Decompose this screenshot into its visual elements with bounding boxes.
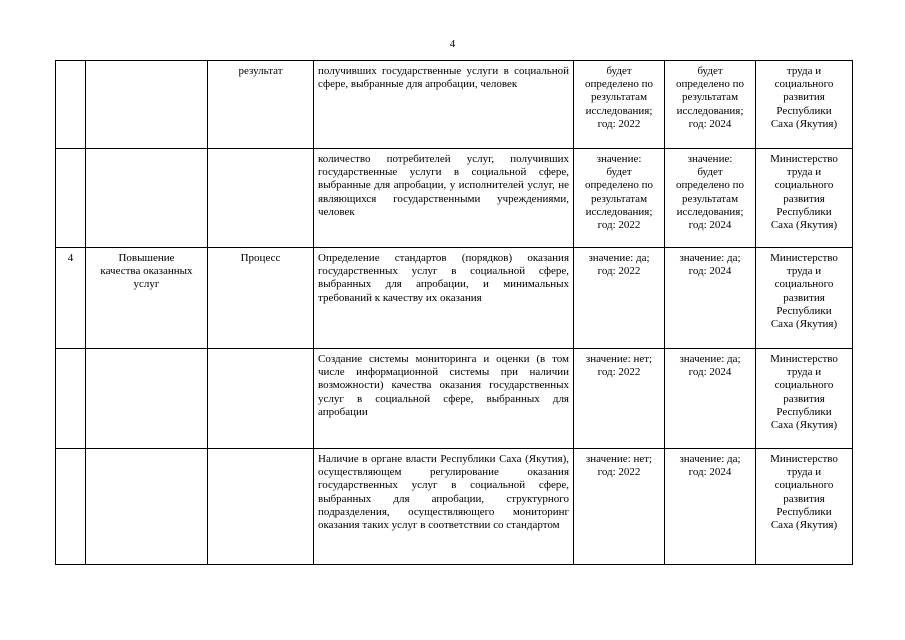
table-row	[56, 349, 853, 449]
cell-base-value: значение: нет; год: 2022	[574, 349, 665, 449]
page-number: 4	[449, 38, 456, 50]
cell-indicator-type: результат	[208, 61, 314, 149]
cell-target-value: будет определено по результатам исследования; год: 2024	[665, 61, 756, 149]
cell-indicator: Наличие в органе власти Республики Саха (Якутия), осуществляющем регулирование оказания государственных услуг в социальной сфере, выбранных для апробации, структурного подразделения, осуществляющего мониторинг оказания таких услуг в соответствии со стандартом	[314, 449, 574, 565]
cell-base-value: значение: нет; год: 2022	[574, 449, 665, 565]
cell-number	[56, 149, 86, 248]
cell-target-value: значение: да; год: 2024	[665, 449, 756, 565]
cell-base-value: значение: да; год: 2022	[574, 248, 665, 349]
cell-responsible: Министерство труда и социального развития Республики Саха (Якутия)	[756, 149, 853, 248]
cell-responsible: Министерство труда и социального развития Республики Саха (Якутия)	[756, 349, 853, 449]
cell-task-name	[86, 149, 208, 248]
cell-indicator-type	[208, 149, 314, 248]
cell-responsible: Министерство труда и социального развития Республики Саха (Якутия)	[756, 449, 853, 565]
cell-indicator: количество потребителей услуг, получивших государственные услуги в социальной сфере, выбранные для апробации, у исполнителей услуг, не являющихся государственными учреждениями, человек	[314, 149, 574, 248]
cell-indicator: Создание системы мониторинга и оценки (в том числе информационной системы при наличии возможности) качества оказания государственных услуг в социальной сфере, выбранных для апробации	[314, 349, 574, 449]
cell-indicator-type: Процесс	[208, 248, 314, 349]
indicators-table	[55, 60, 853, 565]
cell-target-value: значение: да; год: 2024	[665, 349, 756, 449]
cell-base-value: значение: будет определено по результатам исследования; год: 2022	[574, 149, 665, 248]
cell-task-name	[86, 349, 208, 449]
cell-responsible: Министерство труда и социального развития Республики Саха (Якутия)	[756, 248, 853, 349]
table-row	[56, 61, 853, 149]
cell-indicator-type	[208, 449, 314, 565]
table-row	[56, 449, 853, 565]
table-row	[56, 149, 853, 248]
table-row	[56, 248, 853, 349]
cell-number: 4	[56, 248, 86, 349]
cell-indicator: Определение стандартов (порядков) оказания государственных услуг в социальной сфере, выбранных для апробации, и минимальных требований к качеству их оказания	[314, 248, 574, 349]
cell-target-value: значение: да; год: 2024	[665, 248, 756, 349]
cell-indicator-type	[208, 349, 314, 449]
cell-indicator: получивших государственные услуги в социальной сфере, выбранные для апробации, человек	[314, 61, 574, 149]
cell-target-value: значение: будет определено по результатам исследования; год: 2024	[665, 149, 756, 248]
cell-number	[56, 61, 86, 149]
cell-task-name	[86, 449, 208, 565]
cell-base-value: будет определено по результатам исследования; год: 2022	[574, 61, 665, 149]
cell-responsible: труда и социального развития Республики Саха (Якутия)	[756, 61, 853, 149]
cell-number	[56, 449, 86, 565]
cell-number	[56, 349, 86, 449]
cell-task-name: Повышение качества оказанных услуг	[86, 248, 208, 349]
cell-task-name	[86, 61, 208, 149]
